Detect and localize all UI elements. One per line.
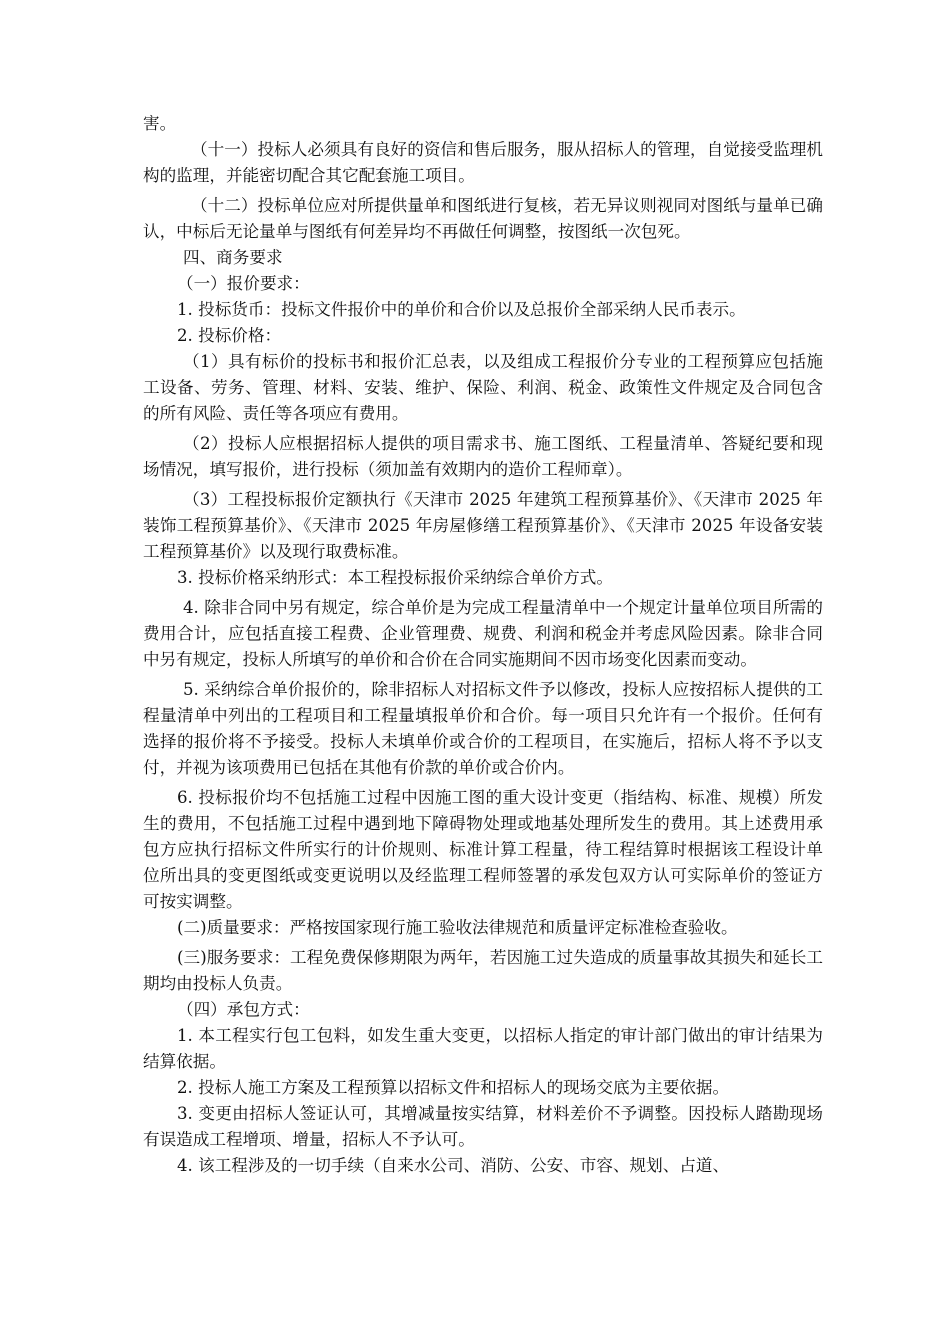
- paragraph-price-item-1: （1）具有标价的投标书和报价汇总表，以及组成工程报价分专业的工程预算应包括施工设备、劳务、管理、材料、安装、维护、保险、利润、税金、政策性文件规定及合同包含的所有风险、责任等各项应有费用。: [143, 352, 823, 423]
- paragraph-contract-item-4: 4. 该工程涉及的一切手续（自来水公司、消防、公安、市容、规划、占道、: [177, 1156, 730, 1175]
- paragraph-price-item-3: （3）工程投标报价定额执行《天津市 2025 年建筑工程预算基价》、《天津市 2025 年装饰工程预算基价》、《天津市 2025 年房屋修缮工程预算基价》、《天津市 2025 年设备安装工程预算基价》以及现行取费标准。: [143, 490, 823, 561]
- paragraph-service-requirements: (三)服务要求：工程免费保修期限为两年，若因施工过失造成的质量事故其损失和延长工期均由投标人负责。: [143, 948, 823, 993]
- paragraph-price-form: 3. 投标价格采纳形式：本工程投标报价采纳综合单价方式。: [177, 568, 613, 587]
- paragraph-clause-12: （十二）投标单位应对所提供量单和图纸进行复核，若无异议则视同对图纸与量单已确认，中标后无论量单与图纸有何差异均不再做任何调整，按图纸一次包死。: [143, 196, 823, 241]
- paragraph-contract-item-3: 3. 变更由招标人签证认可，其增减量按实结算，材料差价不予调整。因投标人踏勘现场有误造成工程增项、增量，招标人不予认可。: [143, 1104, 823, 1149]
- paragraph-unit-price: 4. 除非合同中另有规定，综合单价是为完成工程量清单中一个规定计量单位项目所需的费用合计，应包括直接工程费、企业管理费、规费、利润和税金并考虑风险因素。除非合同中另有规定，投标人所填写的单价和合价在合同实施期间不因市场变化因素而变动。: [143, 598, 823, 669]
- paragraph-price: 2. 投标价格：: [177, 326, 282, 345]
- subheading-quotation-requirements: （一）报价要求：: [177, 274, 310, 293]
- paragraph-currency: 1. 投标货币：投标文件报价中的单价和合价以及总报价全部采纳人民币表示。: [177, 300, 746, 319]
- document-page: [143, 111, 823, 1179]
- subheading-contract-mode: （四）承包方式：: [177, 1000, 310, 1019]
- paragraph-quality-requirements: (二)质量要求：严格按国家现行施工验收法律规范和质量评定标准检查验收。: [177, 918, 738, 937]
- paragraph-contract-item-1: 1. 本工程实行包工包料，如发生重大变更，以招标人指定的审计部门做出的审计结果为结算依据。: [143, 1026, 823, 1071]
- paragraph-continuation: 害。: [143, 114, 177, 133]
- paragraph-comprehensive-price: 5. 采纳综合单价报价的，除非招标人对招标文件予以修改，投标人应按招标人提供的工程量清单中列出的工程项目和工程量填报单价和合价。每一项目只允许有一个报价。任何有选择的报价将不予接受。投标人未填单价或合价的工程项目，在实施后，招标人将不予以支付，并视为该项费用已包括在其他有价款的单价或合价内。: [143, 680, 823, 777]
- paragraph-exclusions: 6. 投标报价均不包括施工过程中因施工图的重大设计变更（指结构、标准、规模）所发生的费用，不包括施工过程中遇到地下障碍物处理或地基处理所发生的费用。其上述费用承包方应执行招标文件所实行的计价规则、标准计算工程量，待工程结算时根据该工程设计单位所出具的变更图纸或变更说明以及经监理工程师签署的承发包双方认可实际单价的签证方可按实调整。: [143, 788, 823, 911]
- paragraph-price-item-2: （2）投标人应根据招标人提供的项目需求书、施工图纸、工程量清单、答疑纪要和现场情况，填写报价，进行投标（须加盖有效期内的造价工程师章）。: [143, 434, 823, 479]
- paragraph-clause-11: （十一）投标人必须具有良好的资信和售后服务，服从招标人的管理，自觉接受监理机构的监理，并能密切配合其它配套施工项目。: [143, 140, 823, 185]
- paragraph-contract-item-2: 2. 投标人施工方案及工程预算以招标文件和招标人的现场交底为主要依据。: [177, 1078, 730, 1097]
- section-heading-business-requirements: 四、商务要求: [183, 248, 283, 267]
